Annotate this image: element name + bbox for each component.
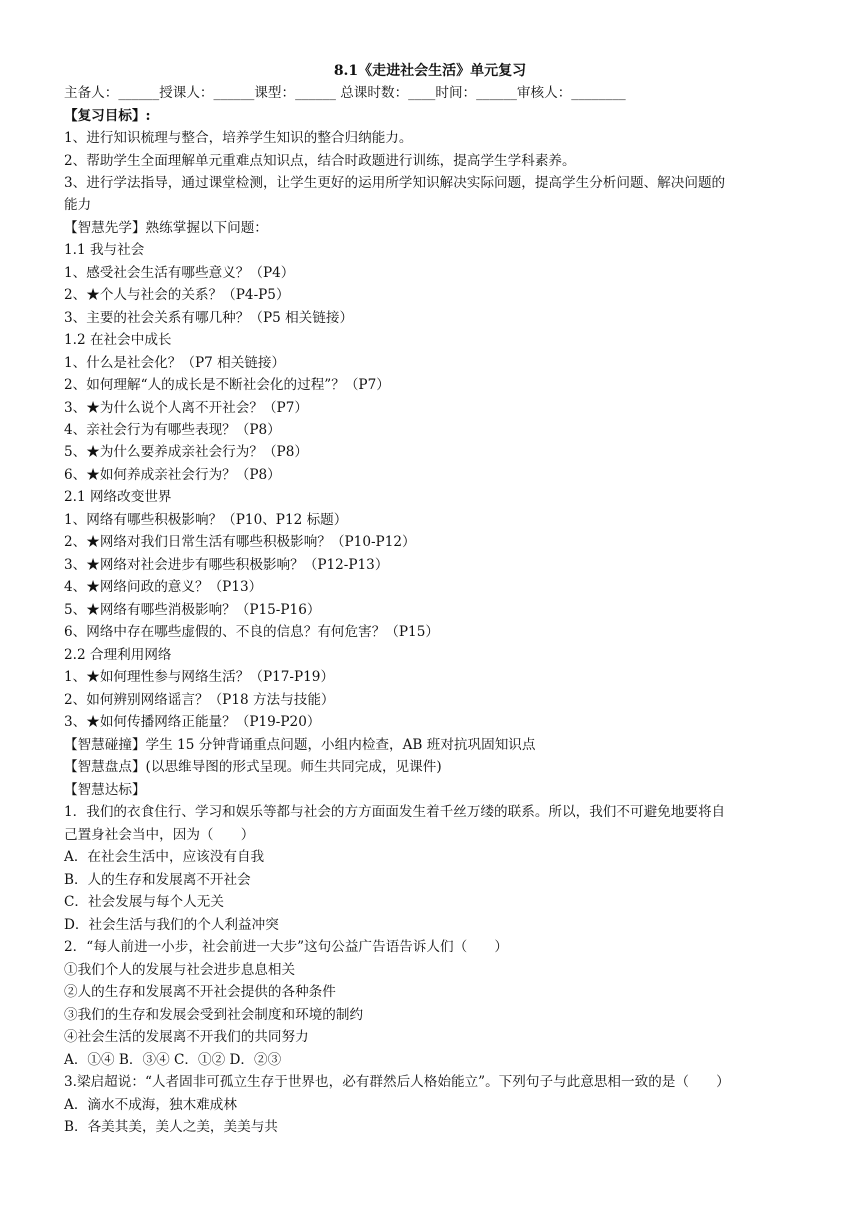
- question-item: 3、主要的社会关系有哪几种？（P5 相关链接）: [64, 310, 354, 326]
- question-item: 4、★网络问政的意义？（P13）: [64, 579, 263, 595]
- question-item: 2、如何辨别网络谣言？（P18 方法与技能）: [64, 692, 335, 708]
- question-item: 2、★网络对我们日常生活有哪些积极影响？（P10-P12）: [64, 534, 416, 550]
- question-item: 1、感受社会生活有哪些意义？（P4）: [64, 265, 295, 281]
- exercise-line: ①我们个人的发展与社会进步息息相关: [64, 962, 296, 978]
- exercise-line: 1．我们的衣食住行、学习和娱乐等都与社会的方方面面发生着千丝万缕的联系。所以，我们不可避免地要将自: [64, 804, 726, 820]
- exercise-line: 3.梁启超说：“人者固非可孤立生存于世界也，必有群然后人格始能立”。下列句子与此意思相一致的是（ ）: [64, 1074, 730, 1090]
- exercise-line: 2．“每人前进一小步，社会前进一大步”这句公益广告语告诉人们（ ）: [64, 939, 508, 955]
- prestudy-heading: 【智慧先学】熟练掌握以下问题：: [64, 220, 268, 236]
- section-title: 1.1 我与社会: [64, 242, 145, 258]
- question-item: 2、★个人与社会的关系？（P4-P5）: [64, 287, 290, 303]
- exercise-line: ②人的生存和发展离不开社会提供的各种条件: [64, 984, 336, 1000]
- section-title: 1.2 在社会中成长: [64, 332, 172, 348]
- exercise-line: A．在社会生活中，应该没有自我: [64, 849, 265, 865]
- section-title: 2.1 网络改变世界: [64, 489, 172, 505]
- question-item: 5、★为什么要养成亲社会行为？（P8）: [64, 444, 308, 460]
- exercise-line: A．滴水不成海，独木难成林: [64, 1097, 237, 1113]
- question-item: 5、★网络有哪些消极影响？（P15-P16）: [64, 602, 321, 618]
- objective-item: 1、进行知识梳理与整合，培养学生知识的整合归纳能力。: [64, 130, 413, 146]
- question-item: 6、★如何养成亲社会行为？（P8）: [64, 467, 281, 483]
- exercise-line: D．社会生活与我们的个人利益冲突: [64, 917, 279, 933]
- question-item: 1、什么是社会化？（P7 相关链接）: [64, 355, 286, 371]
- question-item: 3、★如何传播网络正能量？（P19-P20）: [64, 714, 321, 730]
- target-heading: 【智慧达标】: [64, 782, 146, 798]
- question-item: 3、★为什么说个人离不开社会？（P7）: [64, 400, 308, 416]
- question-item: 6、网络中存在哪些虚假的、不良的信息？有何危害？（P15）: [64, 624, 439, 640]
- exercise-line: C．社会发展与每个人无关: [64, 894, 224, 910]
- collision-line: 【智慧碰撞】学生 15 分钟背诵重点问题，小组内检查，AB 班对抗巩固知识点: [64, 737, 536, 753]
- objective-item: 能力: [64, 197, 92, 213]
- question-item: 1、网络有哪些积极影响？（P10、P12 标题）: [64, 512, 348, 528]
- exercise-line: A．①④ B．③④ C．①② D．②③: [64, 1052, 282, 1068]
- exercise-line: 己置身社会当中，因为（ ）: [64, 827, 255, 843]
- objective-item: 2、帮助学生全面理解单元重难点知识点，结合时政题进行训练，提高学生学科素养。: [64, 153, 576, 169]
- objective-item: 3、进行学法指导，通过课堂检测，让学生更好的运用所学知识解决实际问题，提高学生分析问题、解决问题的: [64, 175, 726, 191]
- objectives-heading: 【复习目标】:: [64, 108, 151, 124]
- section-title: 2.2 合理利用网络: [64, 647, 172, 663]
- question-item: 1、★如何理性参与网络生活？（P17-P19）: [64, 669, 335, 685]
- meta-line: 主备人：______授课人：______课型：______ 总课时数：____时间：______审核人：________: [64, 85, 626, 101]
- exercise-line: B．各美其美，美人之美，美美与共: [64, 1119, 278, 1135]
- page-title: 8.1《走进社会生活》单元复习: [333, 63, 527, 79]
- exercise-line: B．人的生存和发展离不开社会: [64, 872, 251, 888]
- exercise-line: ③我们的生存和发展会受到社会制度和环境的制约: [64, 1007, 364, 1023]
- question-item: 4、亲社会行为有哪些表现？（P8）: [64, 422, 281, 438]
- inventory-line: 【智慧盘点】(以思维导图的形式呈现。师生共同完成，见课件): [64, 759, 442, 775]
- question-item: 3、★网络对社会进步有哪些积极影响？（P12-P13）: [64, 557, 389, 573]
- exercise-line: ④社会生活的发展离不开我们的共同努力: [64, 1029, 309, 1045]
- question-item: 2、如何理解“人的成长是不断社会化的过程”？（P7）: [64, 377, 390, 393]
